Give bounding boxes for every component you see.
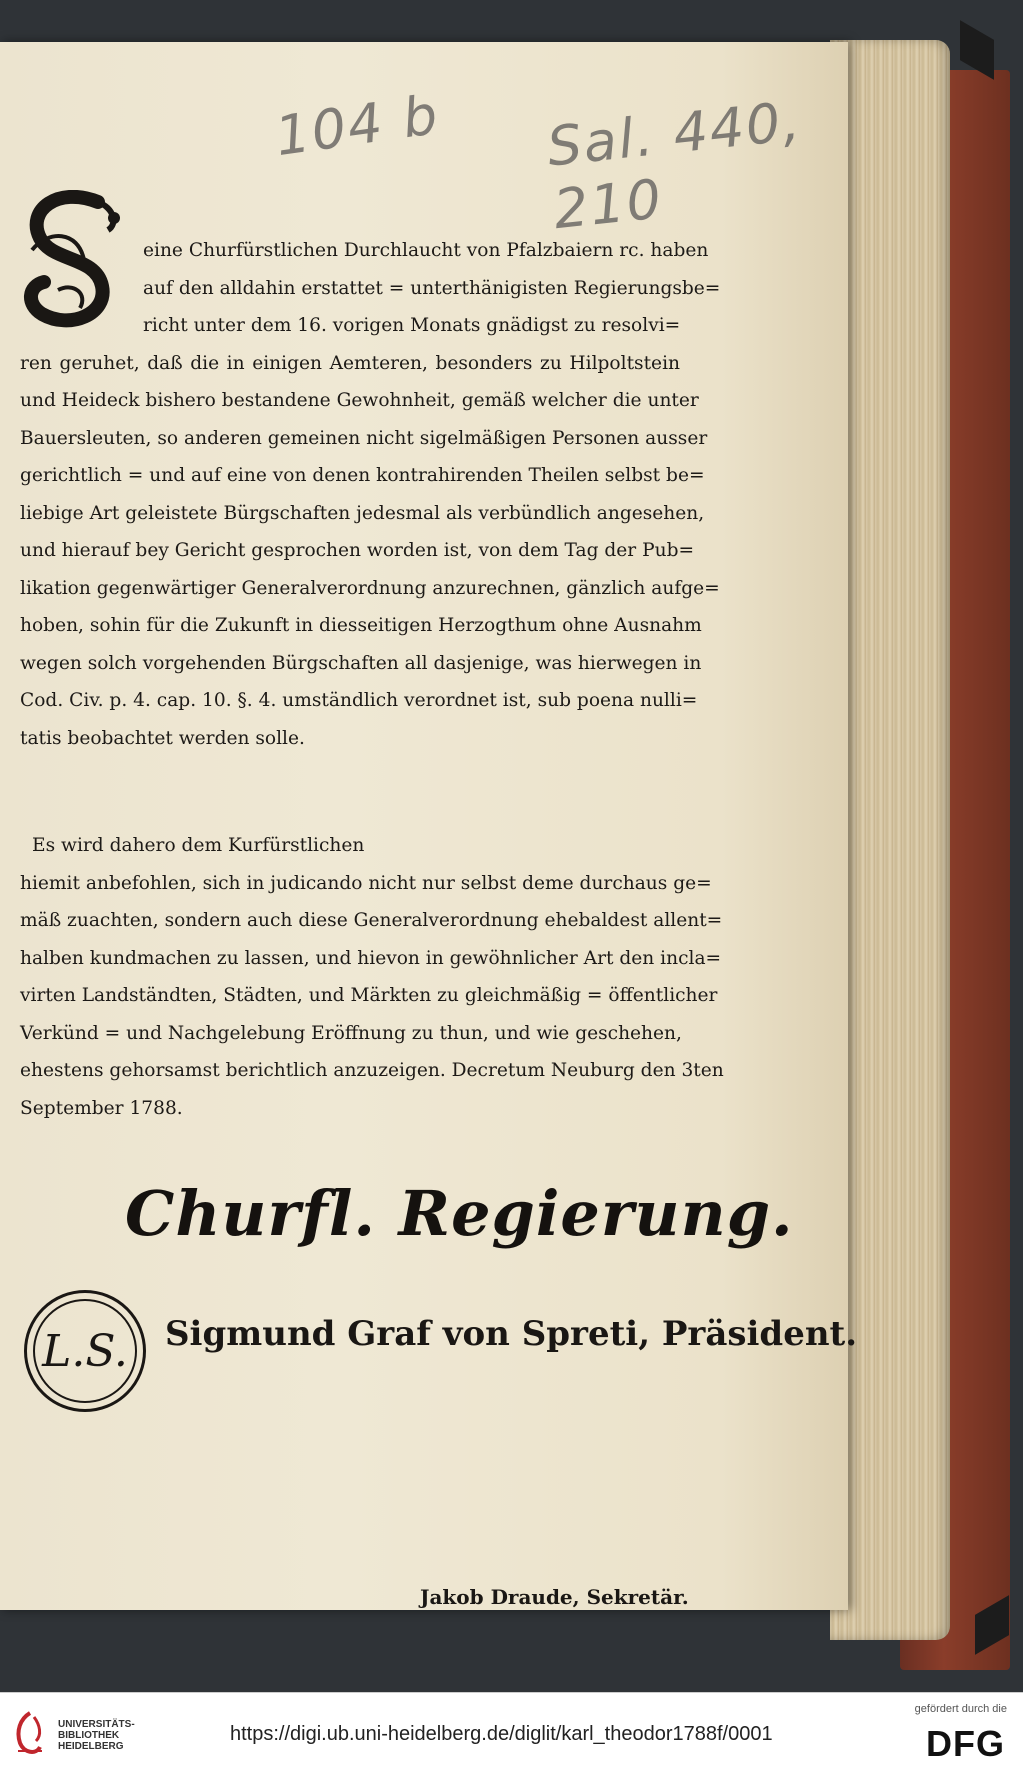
decree-paragraph-1 xyxy=(20,232,721,757)
shelfmark-annotation-left: 104 b xyxy=(271,82,444,169)
text-line: September 1788. xyxy=(20,1097,183,1119)
text-line: richt unter dem 16. vorigen Monats gnädigst zu resolvi= xyxy=(143,315,681,336)
text-line: likation gegenwärtiger Generalverordnung anzurechnen, gänzlich aufge= xyxy=(20,577,720,599)
president-signature: Sigmund Graf von Spreti, Präsident. xyxy=(165,1314,858,1354)
text-line: virten Landständten, Städten, und Märkten zu gleichmäßig = öffentlicher xyxy=(20,985,718,1006)
viewer-footer xyxy=(0,1692,1023,1776)
text-line: mäß zuachten, sondern auch diese Generalverordnung ehebaldest allent= xyxy=(20,910,723,931)
text-line: Es wird dahero dem Kurfürstlichen xyxy=(32,835,365,856)
university-library-name: UNIVERSITÄTS- BIBLIOTHEK HEIDELBERG xyxy=(58,1719,135,1752)
text-line: Verkünd = und Nachgelebung Eröffnung zu thun, und wie geschehen, xyxy=(20,1022,682,1044)
seal-text: L.S. xyxy=(33,1299,137,1403)
text-line: hiemit anbefohlen, sich in judicando nicht nur selbst deme durchaus ge= xyxy=(20,872,712,894)
decree-paragraph-2 xyxy=(20,827,724,1127)
text-line: gerichtlich = und auf eine von denen kontrahirenden Theilen selbst be= xyxy=(20,465,705,486)
text-line: eine Churfürstlichen Durchlaucht von Pfalzbaiern rc. haben xyxy=(143,240,709,261)
secretary-signature: Jakob Draude, Sekretär. xyxy=(420,1585,689,1609)
text-line: auf den alldahin erstattet = unterthänigisten Regierungsbe= xyxy=(143,277,721,299)
dfg-logo-icon[interactable]: DFG xyxy=(926,1723,1005,1764)
university-library-logo-icon[interactable] xyxy=(10,1709,50,1759)
page-stack-edge xyxy=(830,40,950,1640)
text-line: ehestens gehorsamst berichtlich anzuzeigen. Decretum Neuburg den 3ten xyxy=(20,1060,724,1081)
text-line: Cod. Civ. p. 4. cap. 10. §. 4. umständlich verordnet ist, sub poena nulli= xyxy=(20,690,698,711)
issuing-authority: Churfl. Regierung. xyxy=(125,1177,794,1250)
document-page xyxy=(0,42,858,1610)
text-line: halben kundmachen zu lassen, und hievon in gewöhnlicher Art den incla= xyxy=(20,947,722,969)
shelfmark-annotation-right: Sal. 440, 210 xyxy=(544,89,805,242)
funder-caption: gefördert durch die xyxy=(914,1703,1007,1715)
document-url-link[interactable]: https://digi.ub.uni-heidelberg.de/diglit/karl_theodor1788f/0001 xyxy=(230,1723,773,1745)
text-line: liebige Art geleistete Bürgschaften jedesmal als verbündlich angesehen, xyxy=(20,502,705,524)
initial-letter: S xyxy=(76,278,77,279)
text-line: und Heideck bishero bestandene Gewohnheit, gemäß welcher die unter xyxy=(20,390,699,411)
text-line: und hierauf bey Gericht gesprochen worden ist, von dem Tag der Pub= xyxy=(20,540,695,561)
text-line: wegen solch vorgehenden Bürgschaften all dasjenige, was hierwegen in xyxy=(20,652,702,674)
text-line: tatis beobachtet werden solle. xyxy=(20,727,305,749)
text-line: ren geruhet, daß die in einigen Aemteren, besonders zu Hilpoltstein xyxy=(20,352,680,374)
text-line: hoben, sohin für die Zukunft in diesseitigen Herzogthum ohne Ausnahm xyxy=(20,615,702,636)
seal-stamp-icon xyxy=(24,1290,146,1412)
text-line: Bauersleuten, so anderen gemeinen nicht sigelmäßigen Personen ausser xyxy=(20,427,708,449)
